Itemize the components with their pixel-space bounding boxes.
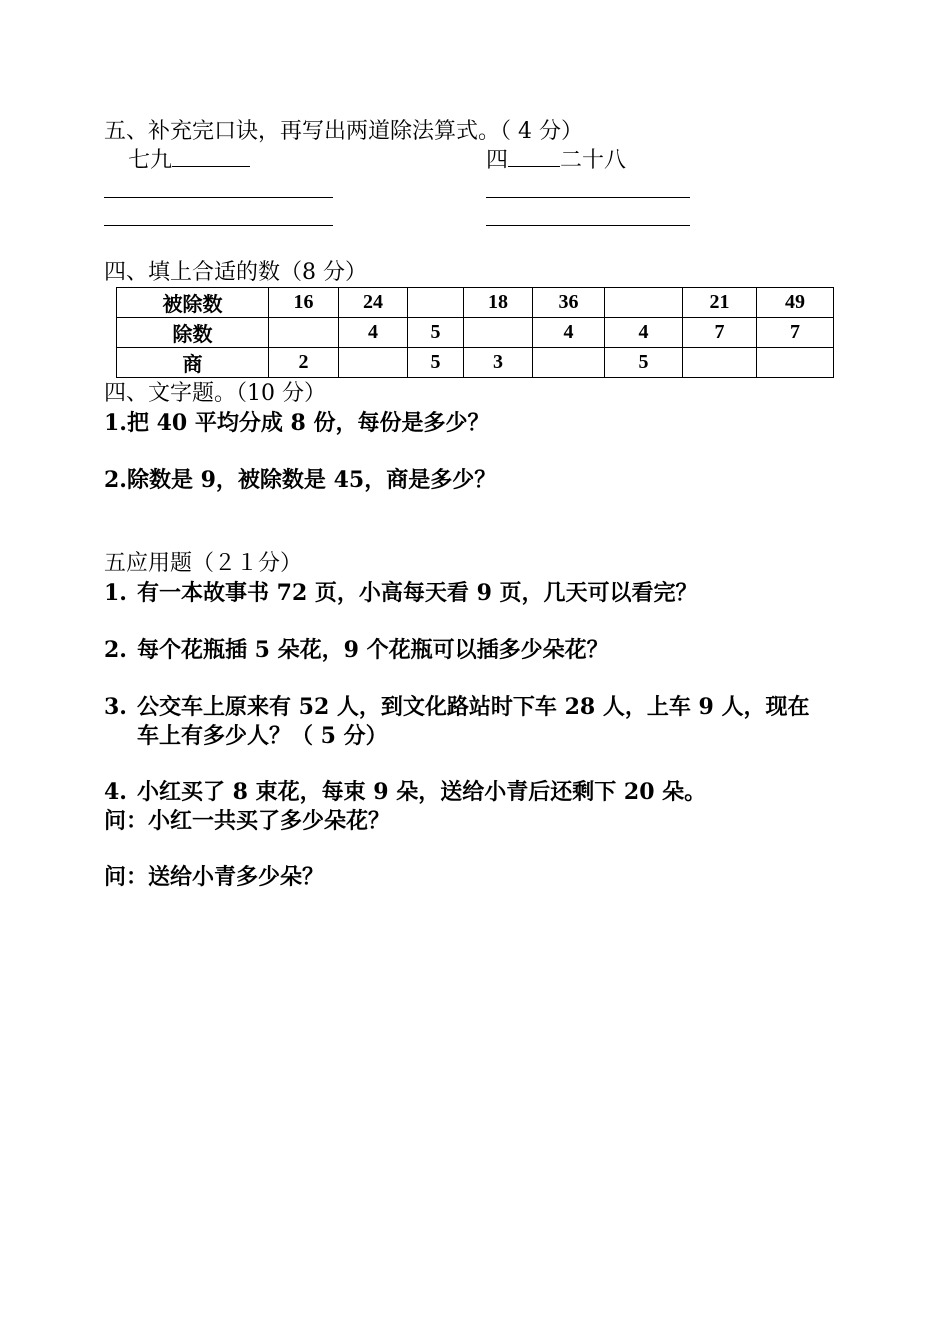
table-cell: 2 bbox=[269, 348, 339, 378]
app-q1-number: 1. bbox=[104, 580, 127, 606]
table-cell: 5 bbox=[408, 318, 464, 348]
app-q1-text: 有一本故事书 72 页，小高每天看 9 页，几天可以看完？ bbox=[137, 580, 698, 606]
blank-answer-cell[interactable] bbox=[683, 348, 757, 378]
rhyme-left-prefix: 七九 bbox=[128, 148, 173, 173]
table-cell: 16 bbox=[269, 288, 339, 318]
answer-line-right-1[interactable] bbox=[486, 197, 690, 198]
blank-answer-cell[interactable] bbox=[464, 318, 533, 348]
blank-answer-cell[interactable] bbox=[605, 288, 683, 318]
answer-line-left-1[interactable] bbox=[104, 197, 333, 198]
app-q4-sub1: 问：小红一共买了多少朵花？ bbox=[104, 808, 391, 834]
blank-answer-cell[interactable] bbox=[533, 348, 605, 378]
blank-answer-cell[interactable] bbox=[408, 288, 464, 318]
table-cell: 5 bbox=[408, 348, 464, 378]
table-cell: 4 bbox=[339, 318, 408, 348]
blank-answer-cell[interactable] bbox=[339, 348, 408, 378]
app-q4-text: 小红买了 8 束花，每束 9 朵，送给小青后还剩下 20 朵。 bbox=[137, 779, 707, 805]
app-q3-line2: 车上有多少人？（ 5 分） bbox=[137, 723, 388, 749]
table-row bbox=[117, 348, 834, 378]
fill-in-right-rhyme bbox=[486, 147, 626, 175]
table-cell: 24 bbox=[339, 288, 408, 318]
table-cell: 4 bbox=[605, 318, 683, 348]
app-q2-number: 2. bbox=[104, 637, 127, 663]
table-row bbox=[117, 288, 834, 318]
app-q4-sub2: 问：送给小青多少朵？ bbox=[104, 864, 325, 890]
table-row bbox=[117, 318, 834, 348]
table-cell: 7 bbox=[683, 318, 757, 348]
table-cell: 5 bbox=[605, 348, 683, 378]
table-cell: 7 bbox=[757, 318, 834, 348]
table-cell: 3 bbox=[464, 348, 533, 378]
row-header-cell: 被除数 bbox=[117, 288, 269, 318]
row-header-cell: 除数 bbox=[117, 318, 269, 348]
app-q4-number: 4. bbox=[104, 779, 127, 805]
section1-title: 五、补充完口诀，再写出两道除法算式。（ 4 分） bbox=[104, 119, 583, 144]
word-problem-1: 1.把 40 平均分成 8 份，每份是多少？ bbox=[104, 410, 490, 436]
table-cell: 21 bbox=[683, 288, 757, 318]
section2-title: 四、填上合适的数（8 分） bbox=[104, 260, 367, 285]
word-problem-2: 2.除数是 9，被除数是 45，商是多少？ bbox=[104, 467, 497, 493]
answer-line-left-2[interactable] bbox=[104, 225, 333, 226]
division-table bbox=[116, 287, 834, 378]
section3-title: 四、文字题。（10 分） bbox=[104, 381, 326, 406]
rhyme-right-prefix: 四 bbox=[486, 148, 509, 173]
section4-title: 五应用题（２１分） bbox=[104, 551, 303, 576]
answer-line-right-2[interactable] bbox=[486, 225, 690, 226]
blank-answer-cell[interactable] bbox=[757, 348, 834, 378]
table-cell: 49 bbox=[757, 288, 834, 318]
blank-answer-cell[interactable] bbox=[269, 318, 339, 348]
app-q3-line1: 公交车上原来有 52 人，到文化路站时下车 28 人，上车 9 人，现在 bbox=[137, 694, 810, 720]
table-cell: 36 bbox=[533, 288, 605, 318]
rhyme-right-blank[interactable] bbox=[508, 148, 560, 167]
fill-in-left-rhyme bbox=[128, 147, 250, 175]
table-cell: 18 bbox=[464, 288, 533, 318]
rhyme-right-suffix: 二十八 bbox=[560, 148, 627, 173]
app-q3-number: 3. bbox=[104, 694, 127, 720]
rhyme-left-blank[interactable] bbox=[172, 148, 250, 167]
app-q2-text: 每个花瓶插 5 朵花，9 个花瓶可以插多少朵花？ bbox=[137, 637, 609, 663]
table-cell: 4 bbox=[533, 318, 605, 348]
row-header-cell: 商 bbox=[117, 348, 269, 378]
